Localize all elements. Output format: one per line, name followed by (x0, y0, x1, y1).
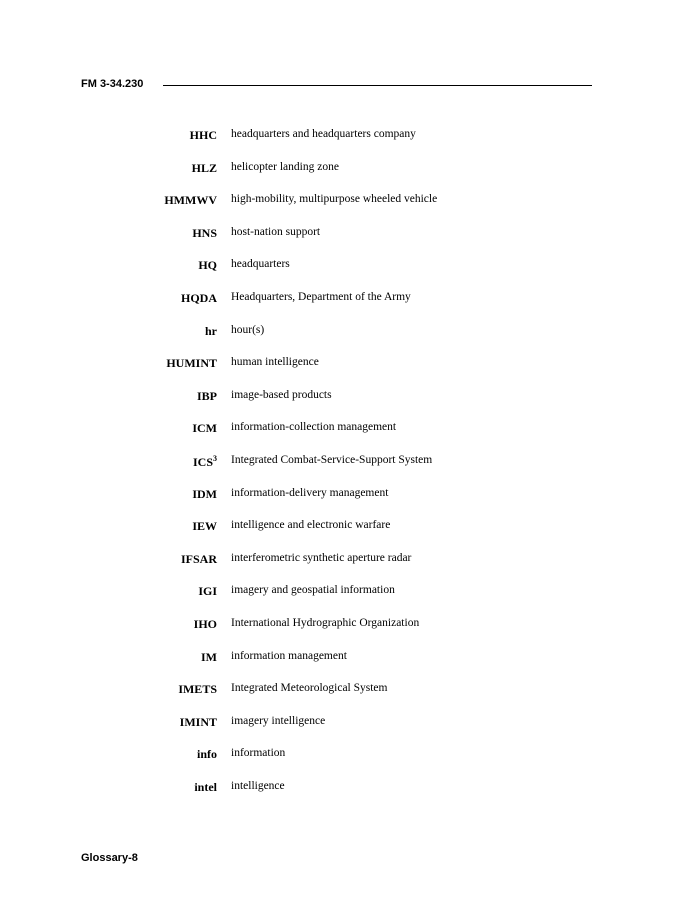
glossary-definition: headquarters (231, 258, 290, 271)
glossary-term-text: HNS (192, 225, 217, 240)
glossary-term-text: IM (201, 649, 217, 664)
glossary-term (198, 258, 217, 273)
glossary-entry (0, 615, 693, 648)
glossary-entry (0, 354, 693, 387)
glossary-entry (0, 452, 693, 485)
glossary-term (193, 454, 217, 470)
glossary-term-text: HQ (198, 258, 217, 273)
glossary-definition: helicopter landing zone (231, 160, 339, 173)
glossary-definition: intelligence and electronic warfare (231, 519, 391, 532)
glossary-entry (0, 289, 693, 322)
glossary-entry (0, 778, 693, 811)
glossary-entry (0, 159, 693, 192)
glossary-term-text: IMETS (178, 682, 217, 697)
glossary-definition: Headquarters, Department of the Army (231, 290, 411, 303)
glossary-term (178, 682, 217, 697)
glossary-term (181, 291, 217, 306)
glossary-entry (0, 485, 693, 518)
header-rule (163, 85, 592, 86)
glossary-entry (0, 582, 693, 615)
glossary-definition: imagery and geospatial information (231, 584, 395, 597)
glossary-definition: information-collection management (231, 421, 397, 434)
glossary-definition: information-delivery management (231, 486, 389, 499)
glossary-term (164, 193, 217, 208)
glossary-term (192, 161, 217, 176)
glossary-term-superscript: 3 (213, 453, 217, 463)
document-id: FM 3-34.230 (81, 78, 144, 90)
glossary-entry (0, 126, 693, 159)
glossary-term-text: IBP (196, 388, 217, 403)
glossary-entry (0, 419, 693, 452)
glossary-term-text: IDM (192, 486, 217, 501)
glossary-definition: human intelligence (231, 356, 319, 369)
glossary-definition: intelligence (231, 779, 285, 792)
glossary-term (190, 128, 217, 143)
glossary-entry (0, 256, 693, 289)
glossary-term-text: HHC (189, 128, 217, 142)
glossary-term-text: IEW (192, 519, 217, 534)
glossary-term-text: hr (205, 323, 217, 338)
glossary-definition: interferometric synthetic aperture radar (231, 551, 412, 564)
glossary-term-text: ICS (192, 454, 213, 469)
glossary-term (192, 487, 217, 502)
glossary-term-text: HLZ (191, 160, 217, 175)
glossary-term-text: intel (194, 779, 217, 794)
glossary-definition: International Hydrographic Organization (231, 616, 420, 629)
glossary-definition: hour(s) (231, 323, 265, 336)
glossary-definition: information (231, 747, 286, 760)
glossary-entry (0, 387, 693, 420)
glossary-term (198, 584, 217, 599)
glossary-definition: headquarters and headquarters company (231, 128, 416, 140)
glossary-entry (0, 550, 693, 583)
page-label: Glossary-8 (81, 852, 138, 864)
glossary-term-text: HQDA (181, 290, 217, 305)
glossary-term (194, 617, 217, 632)
glossary-term (201, 650, 217, 665)
glossary-term (197, 747, 217, 762)
glossary-list (0, 126, 693, 810)
glossary-term (192, 421, 217, 436)
glossary-term-text: HMMWV (164, 193, 217, 208)
glossary-entry (0, 745, 693, 778)
glossary-term (180, 715, 217, 730)
glossary-term-text: IGI (198, 584, 217, 599)
glossary-entry (0, 224, 693, 257)
glossary-entry (0, 648, 693, 681)
glossary-term (166, 356, 217, 371)
glossary-term-text: ICM (192, 421, 217, 436)
glossary-definition: image-based products (231, 388, 332, 401)
glossary-term (181, 552, 217, 567)
glossary-definition: imagery intelligence (231, 714, 326, 727)
glossary-term-text: IHO (193, 616, 217, 631)
glossary-definition: Integrated Combat-Service-Support System (231, 453, 433, 466)
glossary-entry (0, 322, 693, 355)
glossary-term (205, 324, 217, 339)
glossary-definition: Integrated Meteorological System (231, 682, 388, 695)
glossary-term-text: IFSAR (180, 551, 217, 566)
glossary-term-text: info (196, 747, 217, 762)
glossary-term-text: HUMINT (166, 356, 217, 371)
glossary-definition: high-mobility, multipurpose wheeled vehicle (231, 193, 438, 206)
glossary-term (197, 389, 217, 404)
glossary-entry (0, 713, 693, 746)
glossary-term (192, 519, 217, 534)
glossary-term (192, 226, 217, 241)
glossary-entry (0, 517, 693, 550)
glossary-definition: host-nation support (231, 225, 321, 238)
glossary-term-text: IMINT (179, 714, 217, 729)
glossary-term (194, 780, 217, 795)
glossary-definition: information management (231, 649, 347, 662)
glossary-entry (0, 191, 693, 224)
glossary-entry (0, 680, 693, 713)
